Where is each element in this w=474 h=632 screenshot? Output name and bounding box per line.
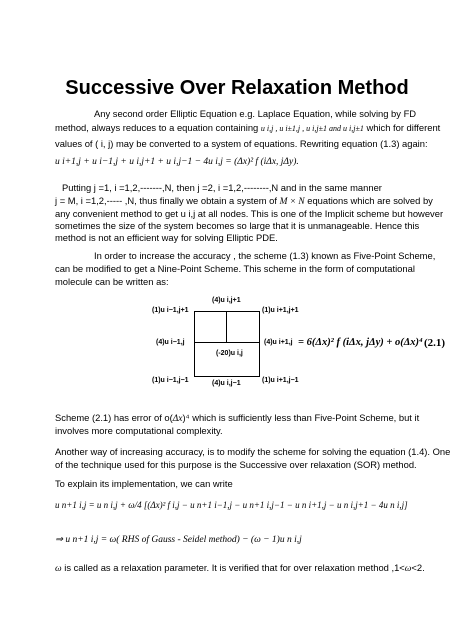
stencil-center: (-20)u i,j [216, 350, 243, 357]
para2-line1: Putting j =1, i =1,2,-------,N, then j =2, i =1,2,--------,N and in the same manner [62, 182, 382, 193]
omega-symbol-2: ω [404, 564, 412, 574]
equation-sor: u n+1 i,j = u n i,j + ω/4 [(Δx)² f i,j − u n+1 i−1,j − u n+1 i,j−1 − u n i+1,j − u n i,j+1 − 4u n i,j] [55, 500, 408, 510]
stencil-top: (4)u i,j+1 [212, 297, 241, 304]
stencil-top-right: (1)u i+1,j+1 [262, 307, 299, 314]
para1-line1: Any second order Elliptic Equation e.g. Laplace Equation, while solving by FD [94, 108, 417, 119]
page-title: Successive Over Relaxation Method [65, 77, 409, 99]
para3-line1: In order to increase the accuracy , the scheme (1.3) known as Five-Point Scheme, [94, 250, 436, 261]
para2-line4: sometimes the size of the system becomes so large that it is unmanageable. Hence this [55, 220, 420, 231]
para3-line2: can be modified to get a Nine-Point Scheme. This scheme in the form of computational [55, 263, 415, 274]
para2-line5: method is not an efficient way for solving Elliptic PDE. [55, 232, 278, 243]
para2-line2-start: j = M, i =1,2,----- ,N, thus finally we obtain a system of [55, 195, 277, 206]
stencil-right: (4)u i+1,j [264, 339, 293, 346]
stencil-top-left: (1)u i−1,j+1 [152, 307, 189, 314]
para7 [55, 562, 425, 575]
para5-line1: Another way of increasing accuracy, is to modify the scheme for solving the equation (1.4). One [55, 446, 451, 457]
stencil-left: (4)u i−1,j [156, 339, 185, 346]
para4-line1-math: Δx [172, 414, 183, 424]
para4-line1-end: )⁴ which is sufficiently less than Five-Point Scheme, but it [182, 412, 420, 423]
stencil-grid [194, 311, 260, 377]
para4-line2: involves more computational complexity. [55, 425, 223, 436]
para4-line1 [55, 412, 419, 425]
para1-line2-end: which for different [366, 122, 441, 133]
para7-end: <2. [411, 562, 425, 573]
para2-line2-math: M × N [279, 197, 305, 207]
stencil-bottom: (4)u i,j−1 [212, 380, 241, 387]
para3-line3: molecule can be written as: [55, 276, 169, 287]
equation-sor-gauss-seidel: ⇒ u n+1 i,j = ω( RHS of Gauss - Seidel method) − (ω − 1)u n i,j [55, 535, 302, 545]
equation-1-3-text: u i+1,j + u i−1,j + u i,j+1 + u i,j−1 − 4u i,j = (Δx)² f (iΔx, jΔy). [55, 157, 299, 167]
para6: To explain its implementation, we can write [55, 478, 233, 489]
para1-line2-start: method, always reduces to a equation containing [55, 122, 259, 133]
para1-line2-terms: u i,j , u i±1,j , u i,j±1 and u i,j±1 [260, 124, 364, 133]
para1-line3: values of ( i, j) may be converted to a system of equations. Rewriting equation (1.3) again: [55, 138, 428, 149]
stencil-hline [194, 342, 259, 343]
omega-symbol: ω [55, 564, 62, 574]
para2-line2-end: equations which are solved by [307, 195, 433, 206]
equation-2-1-number: (2.1) [424, 337, 446, 349]
para1-line2 [55, 122, 440, 135]
para7-text: is called as a relaxation parameter. It is verified that for over relaxation method ,1< [64, 562, 405, 573]
equation-1-3 [55, 157, 299, 167]
stencil-vline [226, 311, 227, 343]
para4-line1-start: Scheme (2.1) has error of o( [55, 412, 173, 423]
para5-line2: of the technique used for this purpose is the Successive over relaxation (SOR) method. [55, 459, 417, 470]
para2-line2 [55, 195, 433, 208]
stencil-bottom-left: (1)u i−1,j−1 [152, 377, 189, 384]
para2-line3: any convenient method to get u i,j at all nodes. This is one of the Implicit scheme but however [55, 208, 444, 219]
stencil-rhs: = 6(Δx)² f (iΔx, jΔy) + o(Δx)⁴ [298, 337, 423, 348]
stencil-bottom-right: (1)u i+1,j−1 [262, 377, 299, 384]
